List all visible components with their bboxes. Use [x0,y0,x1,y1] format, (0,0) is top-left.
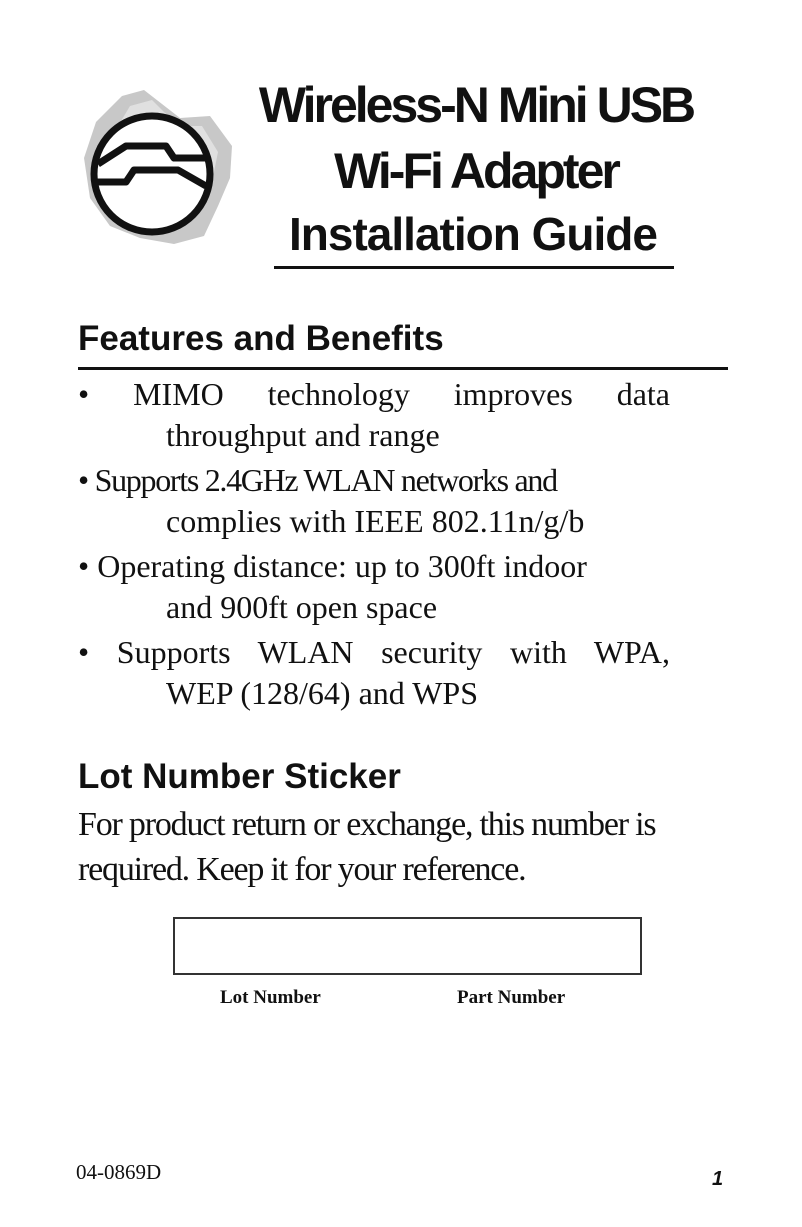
feature-text: Supports WLAN security with WPA, [116,634,671,670]
title-block [236,72,716,204]
installation-guide-title: Installation Guide [289,208,657,260]
feature-text: MIMO technology improves data [133,376,671,412]
document-number: 04-0869D [76,1160,162,1184]
feature-text: Operating distance: up to 300ft indoor [97,548,587,584]
lot-number-label: Lot Number [220,987,321,1008]
bullet: • [78,376,90,412]
bullet: • [78,548,90,584]
bullet: • [78,462,88,498]
feature-text-continued: WEP (128/64) and WPS [166,675,478,711]
lot-sticker-area [173,917,642,975]
features-underline [78,367,728,370]
feature-text-continued: and 900ft open space [166,589,438,625]
list-item [78,460,670,542]
part-number-label: Part Number [457,987,566,1008]
features-heading: Features and Benefits [78,319,444,358]
title-underline [274,266,674,269]
list-item [78,632,670,714]
product-title-line-2: Wi-Fi Adapter [334,143,618,199]
product-title-line-1: Wireless-N Mini USB [258,77,694,133]
list-item [78,546,670,628]
list-item [78,374,670,456]
brand-logo-icon [82,86,234,246]
feature-text-continued: throughput and range [166,417,440,453]
lot-text-line-2: required. Keep it for your reference. [78,851,526,888]
feature-text-continued: complies with IEEE 802.11n/g/b [166,503,585,539]
lot-number-heading: Lot Number Sticker [78,757,401,796]
bullet: • [78,634,90,670]
lot-text-line-1: For product return or exchange, this number is [78,806,656,843]
feature-text: Supports 2.4GHz WLAN networks and [94,462,557,498]
lot-number-description [78,802,730,892]
features-list [78,374,670,718]
page-number: 1 [712,1168,724,1190]
